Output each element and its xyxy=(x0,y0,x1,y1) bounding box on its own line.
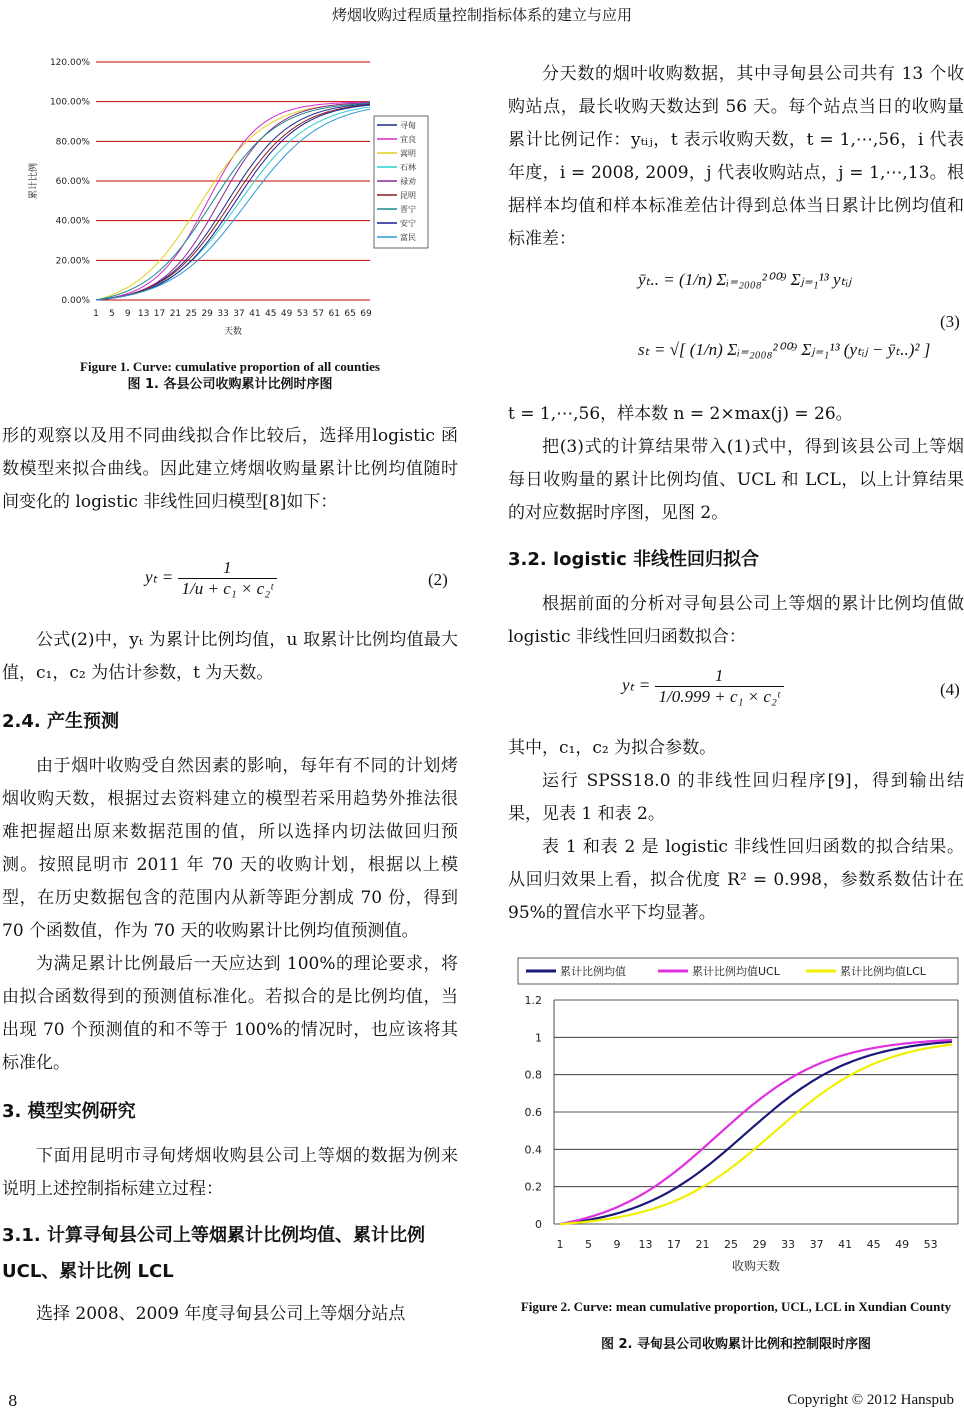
legend-label: 石林 xyxy=(400,163,416,172)
x-tick-label: 49 xyxy=(280,309,293,319)
x-tick-label: 1 xyxy=(93,309,99,319)
y-tick-label: 0 xyxy=(535,1218,542,1231)
legend-label: 晋宁 xyxy=(400,205,416,214)
y-tick-label: 1.2 xyxy=(524,994,542,1007)
figure-2-chart xyxy=(508,950,964,1290)
equation-3-number: (3) xyxy=(940,312,960,331)
x-tick-label: 13 xyxy=(638,1238,653,1251)
x-axis-label: 天数 xyxy=(223,327,243,337)
x-tick-label: 61 xyxy=(328,309,340,319)
legend-label: 安宁 xyxy=(400,219,416,228)
y-tick-label: 60.00% xyxy=(55,177,90,187)
x-tick-label: 53 xyxy=(296,309,309,319)
x-tick-label: 13 xyxy=(137,309,150,319)
paragraph: 运行 SPSS18.0 的非线性回归程序[9]，得到输出结果，见表 1 和表 2。 xyxy=(508,771,964,824)
paragraph: 其中，c₁，c₂ 为拟合参数。 xyxy=(508,738,717,758)
series-line-安宁 xyxy=(96,105,370,300)
x-tick-label: 57 xyxy=(312,309,325,319)
x-tick-label: 65 xyxy=(344,309,356,319)
paragraph: t = 1,⋯,56，样本数 n = 2×max(j) = 26。 xyxy=(508,404,853,424)
paragraph: 公式(2)中，yₜ 为累计比例均值，u 取累计比例均值最大值，c₁，c₂ 为估计参数，t 为天数。 xyxy=(2,630,458,683)
x-tick-label: 17 xyxy=(667,1238,682,1251)
paragraph: 由于烟叶收购受自然因素的影响，每年有不同的计划烤烟收购天数，根据过去资料建立的模型若采用趋势外推法很难把握超出原来数据范围的值，所以选择内切法做回归预测。按照昆明市 2011 年 70 天的收购计划，根据以上模型，在历史数据包含的范围内从新等距分割成 70 份，得到 70 个函数值，作为 70 天的收购累计比例均值预测值。 xyxy=(2,756,458,941)
legend-label: 宜良 xyxy=(400,135,416,144)
y-tick-label: 0.6 xyxy=(524,1106,542,1119)
paragraph: 为满足累计比例最后一天应达到 100%的理论要求，将由拟合函数得到的预测值标准化。若拟合的是比例均值，当出现 70 个预测值的和不等于 100%的情况时，也应该将其标准化。 xyxy=(2,954,458,1073)
x-tick-label: 37 xyxy=(809,1238,824,1251)
paragraph: 形的观察以及用不同曲线拟合作比较后，选择用logistic 函数模型来拟合曲线。因此建立烤烟收购量累计比例均值随时间变化的 logistic 非线性回归模型[8]如下： xyxy=(2,426,458,512)
section-heading-3-2: 3.2. logistic 非线性回归拟合 xyxy=(508,549,760,570)
y-tick-label: 0.2 xyxy=(524,1180,542,1194)
y-axis-label: 累计比例 xyxy=(29,162,39,200)
x-tick-label: 25 xyxy=(185,309,198,319)
x-tick-label: 45 xyxy=(866,1238,881,1251)
figure-1-chart xyxy=(20,50,440,350)
series-line-累计比例均值UCL xyxy=(560,1040,952,1224)
x-tick-label: 53 xyxy=(923,1238,938,1251)
x-tick-label: 5 xyxy=(585,1238,593,1251)
x-tick-label: 29 xyxy=(201,309,213,319)
legend-label: 累计比例均值LCL xyxy=(840,965,926,978)
series-line-宜良 xyxy=(96,102,370,300)
x-tick-label: 29 xyxy=(752,1238,767,1251)
figure-1-caption-zh: 图 1. 各县公司收购累计比例时序图 xyxy=(127,377,333,392)
equation-4-number: (4) xyxy=(940,680,960,699)
equation-3-line-1: ȳₜ.. = (1/n) Σᵢ₌₂₀₀₈²⁰⁰⁹ Σⱼ₌₁¹³ yₜᵢⱼ xyxy=(638,270,852,289)
paragraph: 表 1 和表 2 是 logistic 非线性回归函数的拟合结果。从回归效果上看，拟合优度 R² = 0.998，参数系数估计在 95%的置信水平下均显著。 xyxy=(508,837,964,923)
x-tick-label: 49 xyxy=(895,1238,910,1251)
x-tick-label: 41 xyxy=(838,1238,853,1251)
legend-label: 富民 xyxy=(400,233,416,242)
section-heading-3: 3. 模型实例研究 xyxy=(2,1101,136,1122)
x-tick-label: 33 xyxy=(781,1238,796,1251)
paragraph: 分天数的烟叶收购数据，其中寻甸县公司共有 13 个收购站点，最长收购天数达到 56 天。每个站点当日的收购量累计比例记作：yₜᵢⱼ，t 表示收购天数，t = 1,⋯,56，i 代表年度，i = 2008, 2009，j 代表收购站点，j = 1,⋯,13。根据样本均值和样本标准差估计得到总体当日累计比例均值和标准差： xyxy=(508,64,964,249)
copyright: Copyright © 2012 Hanspub xyxy=(787,1392,954,1408)
paragraph: 把(3)式的计算结果带入(1)式中，得到该县公司上等烟每日收购量的累计比例均值、UCL 和 LCL，以上计算结果的对应数据时序图，见图 2。 xyxy=(508,437,964,523)
series-line-寻甸 xyxy=(96,104,370,300)
y-tick-label: 100.00% xyxy=(49,97,90,108)
x-tick-label: 33 xyxy=(217,309,229,319)
y-tick-label: 0.00% xyxy=(61,296,90,306)
paragraph: 根据前面的分析对寻甸县公司上等烟的累计比例均值做 logistic 非线性回归函数拟合： xyxy=(508,594,964,647)
equation-3-line-2: sₜ = √[ (1/n) Σᵢ₌₂₀₀₈²⁰⁰⁹ Σⱼ₌₁¹³ (yₜᵢⱼ − ȳₜ..)² ] xyxy=(638,340,931,359)
equation-2: yₜ = $\frac{1}{\text{1/u + c₁ × c₂ᵗ}}$ xyxy=(145,558,277,599)
x-tick-label: 1 xyxy=(556,1238,564,1251)
series-line-累计比例均值 xyxy=(560,1042,952,1224)
running-header: 烤烟收购过程质量控制指标体系的建立与应用 xyxy=(331,6,632,24)
y-tick-label: 80.00% xyxy=(55,137,90,148)
x-tick-label: 9 xyxy=(124,309,131,319)
legend-label: 嵩明 xyxy=(400,149,416,158)
x-tick-label: 9 xyxy=(613,1238,621,1251)
x-tick-label: 45 xyxy=(264,309,277,319)
x-tick-label: 17 xyxy=(153,309,166,319)
series-line-晋宁 xyxy=(96,103,370,300)
legend-label: 禄劝 xyxy=(400,177,416,186)
x-tick-label: 37 xyxy=(233,309,245,319)
series-line-石林 xyxy=(96,107,370,300)
series-line-累计比例均值LCL xyxy=(560,1044,952,1224)
paragraph: 选择 2008、2009 年度寻甸县公司上等烟分站点 xyxy=(36,1304,406,1324)
x-tick-label: 5 xyxy=(109,309,115,319)
equation-4: yₜ = $\frac{1}{\text{1/0.999 + c₁ × c₂ᵗ}}$ xyxy=(622,666,784,707)
series-line-嵩明 xyxy=(96,103,370,300)
y-tick-label: 20.00% xyxy=(55,256,90,267)
section-heading-2-4: 2.4. 产生预测 xyxy=(2,711,119,732)
legend-label: 累计比例均值 xyxy=(560,965,626,978)
section-heading-3-1: 3.1. 计算寻甸县公司上等烟累计比例均值、累计比例 UCL、累计比例 LCL xyxy=(2,1225,425,1282)
y-tick-label: 40.00% xyxy=(55,216,90,227)
x-axis-label: 收购天数 xyxy=(731,1259,781,1273)
legend-label: 昆明 xyxy=(400,191,416,200)
paragraph: 下面用昆明市寻甸烤烟收购县公司上等烟的数据为例来说明上述控制指标建立过程： xyxy=(2,1146,458,1199)
legend-label: 累计比例均值UCL xyxy=(692,965,780,978)
x-tick-label: 21 xyxy=(169,309,182,319)
x-tick-label: 21 xyxy=(695,1238,710,1251)
x-tick-label: 41 xyxy=(249,309,261,319)
y-tick-label: 0.4 xyxy=(524,1143,542,1157)
legend-label: 寻甸 xyxy=(400,121,416,130)
page-number: 8 xyxy=(8,1392,18,1410)
x-tick-label: 25 xyxy=(724,1238,739,1251)
series-line-昆明 xyxy=(96,105,370,300)
figure-2-caption-en: Figure 2. Curve: mean cumulative proportion, UCL, LCL in Xundian County xyxy=(520,1299,952,1314)
series-line-禄劝 xyxy=(96,103,370,300)
x-tick-label: 69 xyxy=(360,309,372,319)
equation-2-number: (2) xyxy=(428,570,448,589)
figure-2-caption-zh: 图 2. 寻甸县公司收购累计比例和控制限时序图 xyxy=(600,1337,872,1352)
y-tick-label: 1 xyxy=(535,1031,542,1045)
y-tick-label: 0.8 xyxy=(524,1068,542,1082)
y-tick-label: 120.00% xyxy=(49,58,90,68)
figure-1-caption-en: Figure 1. Curve: cumulative proportion of all counties xyxy=(80,359,380,374)
